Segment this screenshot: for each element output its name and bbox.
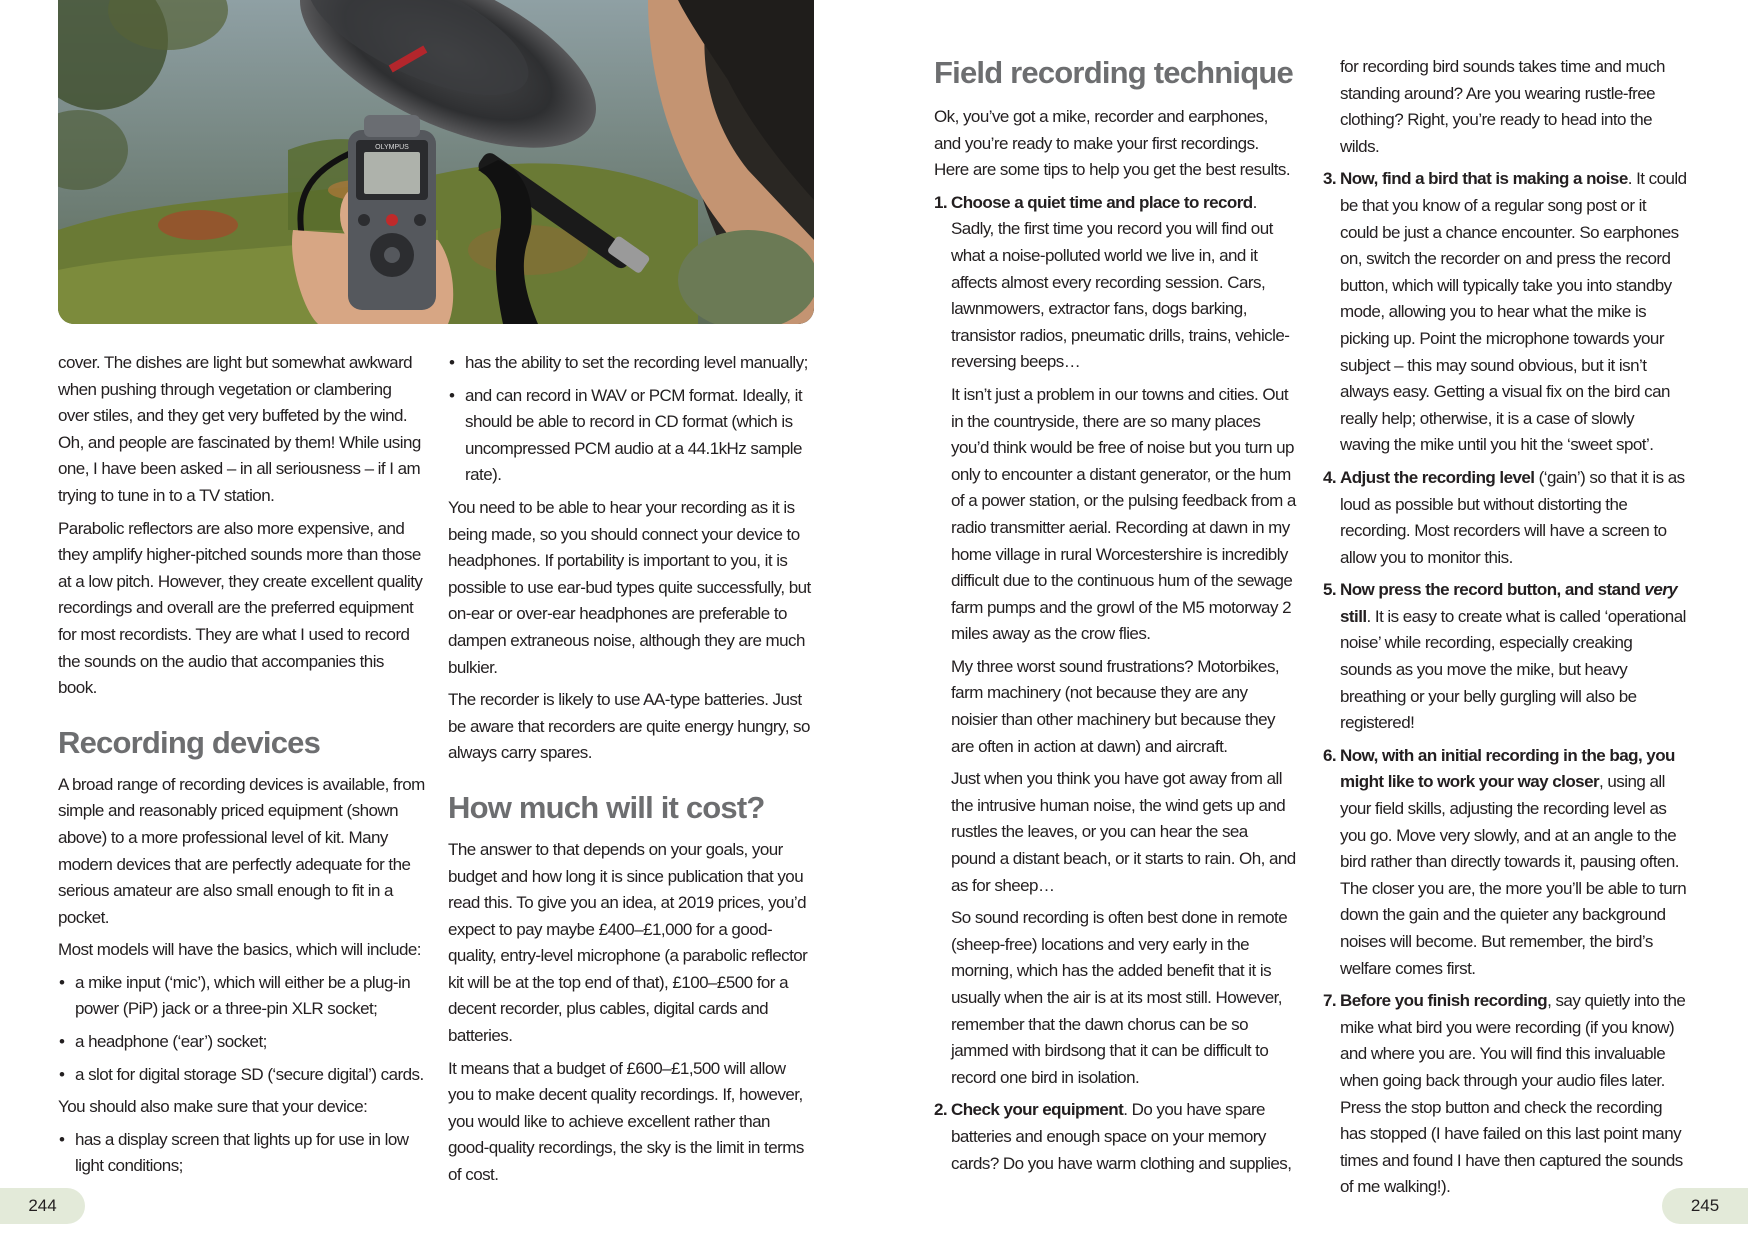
step-lead: Now, find a bird that is making a noise bbox=[1340, 169, 1628, 189]
step-number: 6. bbox=[1323, 745, 1337, 765]
list-item: • and can record in WAV or PCM format. Ideally, it should be able to record in CD format (which is uncompressed PCM audio at a 44.1kHz sample rate). bbox=[448, 383, 814, 489]
step-number: 1. bbox=[934, 192, 948, 212]
step-lead: Now, with an initial recording in the bag, you might like to work your way closer bbox=[1340, 745, 1675, 792]
step-lead-emphasis: very bbox=[1644, 580, 1678, 600]
step-item bbox=[1323, 988, 1687, 1201]
list-item: • has a display screen that lights up for use in low light conditions; bbox=[58, 1127, 425, 1180]
step-text: . Do you have spare batteries and enough space on your memory cards? Do you have warm clothing and supplies, bbox=[951, 1100, 1292, 1173]
recorder-and-microphone-illustration bbox=[58, 0, 814, 324]
step-item bbox=[934, 1097, 1296, 1177]
paragraph: You should also make sure that your device: bbox=[58, 1097, 368, 1117]
step-item bbox=[1323, 166, 1687, 459]
list-item: • a mike input (‘mic’), which will either be a plug-in power (PiP) jack or a three-pin XLR socket; bbox=[58, 970, 425, 1023]
left-page-column-1 bbox=[58, 350, 425, 1186]
step-lead-tail: . bbox=[1252, 192, 1257, 212]
steps-list bbox=[1323, 166, 1687, 1201]
paragraph: Parabolic reflectors are also more expensive, and they amplify higher-pitched sounds more than those at a low pitch. However, they create excellent quality recordings and overall are the preferred equipment for most recordists. They are what I used to record the sounds on the audio that accompanies this book. bbox=[58, 518, 423, 698]
step-number: 3. bbox=[1323, 169, 1337, 189]
paragraph: You need to be able to hear your recording as it is being made, so you should connect your device to headphones. If portability is important to you, it is possible to use ear-bud types quite successfully, but on-ear or over-ear headphones are preferable to dampen extraneous noise, although they are much bulkier. bbox=[448, 497, 811, 677]
paragraph: A broad range of recording devices is available, from simple and reasonably priced equipment (shown above) to a more professional level of kit. Many modern devices that are perfectly adequate for the serious amateur are also small enough to fit in a pocket. bbox=[58, 774, 425, 927]
list-item: • has the ability to set the recording level manually; bbox=[448, 350, 814, 377]
step-text: . It is easy to create what is called ‘operational noise’ while recording, especially creaking sounds as you move the mike, but heavy breathing or your belly gurgling will also be registered! bbox=[1340, 606, 1686, 733]
step-text: , using all your field skills, adjusting the recording level as you go. Move very slowly, and at an angle to the bird rather than directly towards it, pausing often. The closer you are, the more you’ll be able to turn down the gain and the quieter any background noises will become. But remember, the bird’s welfare comes first. bbox=[1340, 772, 1687, 978]
step-number: 5. bbox=[1323, 580, 1337, 600]
paragraph: So sound recording is often best done in remote (sheep-free) locations and very early in the morning, which has the added benefit that it is usually when the air is at its most still. However, remember that the dawn chorus can be so jammed with birdsong that it can be difficult to record one bird in isolation. bbox=[951, 908, 1288, 1087]
step-text: , say quietly into the mike what bird you were recording (if you know) and where you are. You will find this invaluable when going back through your audio files later. Press the stop button and check the recording has stopped (I have failed on this last point many times and found I have then captured the sounds of me walking!). bbox=[1340, 991, 1686, 1197]
list-item: • a headphone (‘ear’) socket; bbox=[58, 1029, 425, 1056]
step-lead-text-2: still bbox=[1340, 606, 1367, 626]
list-item: • a slot for digital storage SD (‘secure digital’) cards. bbox=[58, 1062, 425, 1089]
right-page-column-1 bbox=[934, 54, 1296, 1183]
paragraph: It means that a budget of £600–£1,500 will allow you to make decent quality recordings. If, however, you would like to achieve excellent rather than good-quality recordings, the sky is the limit in terms of cost. bbox=[448, 1058, 804, 1185]
step-text: Sadly, the first time you record you will find out what a noise-polluted world we live in, and it affects almost every recording session. Cars, lawnmowers, extractor fans, dogs barking, transistor radios, pneumatic drills, trains, vehicle-reversing beeps… bbox=[951, 219, 1290, 372]
step-item bbox=[1323, 743, 1687, 982]
right-page-column-2 bbox=[1323, 54, 1687, 1207]
bullet-list bbox=[58, 1127, 425, 1180]
step-lead-text: Now press the record button, and stand bbox=[1340, 580, 1645, 600]
left-page-column-2 bbox=[448, 350, 814, 1195]
recorder-brand-text: OLYMPUS bbox=[375, 144, 409, 151]
step-lead: Adjust the recording level bbox=[1340, 467, 1535, 487]
paragraph-continuation: for recording bird sounds takes time and much standing around? Are you wearing rustle-free clothing? Right, you’re ready to head into the wilds. bbox=[1340, 57, 1665, 156]
step-lead: Choose a quiet time and place to record bbox=[951, 192, 1253, 212]
step-item bbox=[1323, 577, 1687, 737]
paragraph: My three worst sound frustrations? Motorbikes, farm machinery (not because they are any noisier than other machinery but because they are often in action at dawn) and aircraft. bbox=[951, 656, 1280, 756]
page-number-left: 244 bbox=[0, 1188, 85, 1224]
step-item bbox=[1323, 465, 1687, 571]
step-number: 7. bbox=[1323, 991, 1337, 1011]
step-item bbox=[934, 190, 1296, 1092]
paragraph: Just when you think you have got away from all the intrusive human noise, the wind gets up and rustles the leaves, or you can hear the sea pound a distant beach, or it starts to rain. Oh, and as for sheep… bbox=[951, 769, 1296, 895]
paragraph: It isn’t just a problem in our towns and cities. Out in the countryside, there are so many places you’d think would be free of noise but you turn up only to encounter a distant generator, or the hum of a power station, or the pulsing feedback from a radio transmitter aerial. Recording at dawn in my home village in rural Worcestershire is incredibly difficult due to the continuous hum of the sewage farm pumps and the growl of the M5 motorway 2 miles away as the crow flies. bbox=[951, 384, 1296, 644]
paragraph: The answer to that depends on your goals, your budget and how long it is since publication that you read this. To give you an idea, at 2019 prices, you’d expect to pay maybe £400–£1,000 for a good-quality, entry-level microphone (a parabolic reflector kit will be at the top end of that), £100–£500 for a decent recorder, plus cables, digital cards and batteries. bbox=[448, 839, 808, 1046]
step-lead: Check your equipment bbox=[951, 1100, 1124, 1120]
field-recording-photo bbox=[58, 0, 814, 324]
step-text: . It could be that you know of a regular song post or it could be just a chance encounter. So earphones on, switch the recorder on and press the record button, which will typically take you into standby mode, allowing you to hear what the mike is picking up. Point the microphone towards your subject – this may sound obvious, but it isn’t always easy. Getting a visual fix on the bird can really help; otherwise, it is a case of slowly waving the mike until you hit the ‘sweet spot’. bbox=[1340, 169, 1687, 455]
bullet-list bbox=[58, 970, 425, 1088]
step-number: 2. bbox=[934, 1100, 948, 1120]
section-heading-field-recording: Field recording technique bbox=[934, 55, 1293, 90]
step-number: 4. bbox=[1323, 467, 1337, 487]
step-text: (‘gain’) so that it is as loud as possible but without distorting the recording. Most recorders will have a screen to allow you to monitor this. bbox=[1340, 467, 1685, 567]
paragraph: cover. The dishes are light but somewhat awkward when pushing through vegetation or clambering over stiles, and they get very buffeted by the wind. Oh, and people are fascinated by them! While using one, I have been asked – in all seriousness – if I am trying to tune in to a TV station. bbox=[58, 353, 421, 505]
step-lead: Before you finish recording bbox=[1340, 991, 1548, 1011]
paragraph: Most models will have the basics, which will include: bbox=[58, 940, 421, 960]
steps-list bbox=[934, 190, 1296, 1177]
section-heading-recording-devices: Recording devices bbox=[58, 724, 321, 760]
section-heading-cost: How much will it cost? bbox=[448, 789, 765, 825]
paragraph: Ok, you’ve got a mike, recorder and earphones, and you’re ready to make your first recordings. Here are some tips to help you get the best results. bbox=[934, 107, 1290, 180]
bullet-list bbox=[448, 350, 814, 489]
paragraph: The recorder is likely to use AA-type batteries. Just be aware that recorders are quite energy hungry, so always carry spares. bbox=[448, 690, 810, 763]
page-number-right: 245 bbox=[1662, 1188, 1748, 1224]
